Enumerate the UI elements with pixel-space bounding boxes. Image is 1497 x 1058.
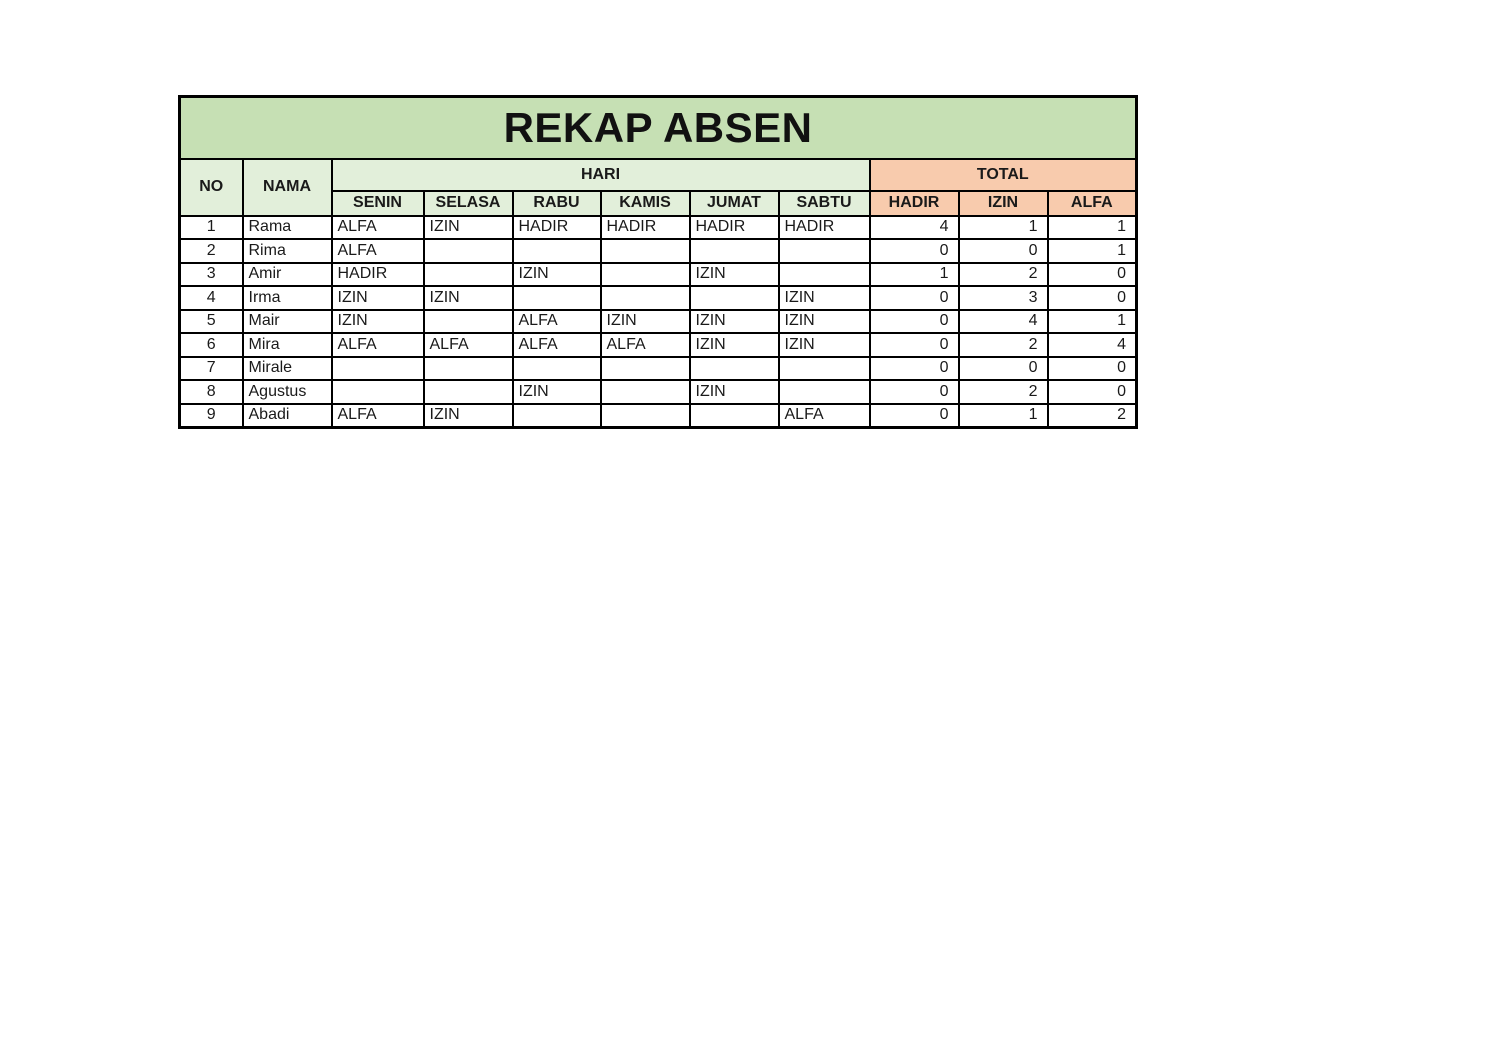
row-number-cell: 7: [180, 357, 243, 381]
total-count-cell: 2: [959, 263, 1048, 287]
total-count-cell: 0: [1048, 380, 1137, 404]
total-count-cell: 1: [870, 263, 959, 287]
day-status-cell: ALFA: [513, 333, 601, 357]
name-cell: Mair: [243, 310, 332, 334]
table-body: [180, 216, 1137, 428]
row-number-cell: 6: [180, 333, 243, 357]
day-status-cell: ALFA: [332, 404, 424, 428]
day-status-cell: [424, 263, 513, 287]
col-header-selasa: SELASA: [424, 191, 513, 216]
total-count-cell: 2: [1048, 404, 1137, 428]
table-row: [180, 216, 1137, 240]
day-status-cell: ALFA: [601, 333, 690, 357]
name-cell: Mirale: [243, 357, 332, 381]
day-status-cell: [513, 239, 601, 263]
name-cell: Rima: [243, 239, 332, 263]
name-cell: Mira: [243, 333, 332, 357]
name-cell: Abadi: [243, 404, 332, 428]
day-status-cell: IZIN: [332, 286, 424, 310]
day-status-cell: [424, 239, 513, 263]
day-status-cell: HADIR: [690, 216, 779, 240]
page-title: REKAP ABSEN: [180, 97, 1137, 159]
col-header-nama: NAMA: [243, 159, 332, 216]
row-number-cell: 2: [180, 239, 243, 263]
table-row: [180, 357, 1137, 381]
day-status-cell: [601, 380, 690, 404]
row-number-cell: 4: [180, 286, 243, 310]
col-header-alfa: ALFA: [1048, 191, 1137, 216]
row-number-cell: 3: [180, 263, 243, 287]
total-count-cell: 0: [959, 239, 1048, 263]
day-status-cell: IZIN: [779, 333, 870, 357]
table-row: [180, 239, 1137, 263]
day-status-cell: IZIN: [424, 216, 513, 240]
day-status-cell: IZIN: [690, 380, 779, 404]
row-number-cell: 1: [180, 216, 243, 240]
row-number-cell: 8: [180, 380, 243, 404]
name-cell: Irma: [243, 286, 332, 310]
day-status-cell: IZIN: [690, 310, 779, 334]
day-status-cell: [601, 263, 690, 287]
day-status-cell: IZIN: [332, 310, 424, 334]
total-count-cell: 0: [870, 310, 959, 334]
day-status-cell: HADIR: [779, 216, 870, 240]
col-header-kamis: KAMIS: [601, 191, 690, 216]
day-status-cell: ALFA: [779, 404, 870, 428]
total-count-cell: 0: [1048, 263, 1137, 287]
total-count-cell: 0: [959, 357, 1048, 381]
day-status-cell: [601, 357, 690, 381]
col-header-jumat: JUMAT: [690, 191, 779, 216]
total-count-cell: 4: [870, 216, 959, 240]
day-status-cell: [332, 380, 424, 404]
col-header-rabu: RABU: [513, 191, 601, 216]
total-count-cell: 0: [870, 404, 959, 428]
total-count-cell: 0: [870, 286, 959, 310]
total-count-cell: 1: [1048, 310, 1137, 334]
day-status-cell: IZIN: [779, 310, 870, 334]
day-status-cell: [779, 263, 870, 287]
name-cell: Amir: [243, 263, 332, 287]
table-row: [180, 333, 1137, 357]
day-status-cell: IZIN: [513, 380, 601, 404]
header-group-row: [180, 159, 1137, 191]
total-count-cell: 0: [870, 380, 959, 404]
day-status-cell: [513, 404, 601, 428]
day-status-cell: IZIN: [779, 286, 870, 310]
day-status-cell: [424, 357, 513, 381]
day-status-cell: [424, 380, 513, 404]
day-status-cell: IZIN: [513, 263, 601, 287]
row-number-cell: 9: [180, 404, 243, 428]
attendance-sheet: [178, 95, 1138, 429]
table-row: [180, 380, 1137, 404]
day-status-cell: HADIR: [332, 263, 424, 287]
title-row: [180, 97, 1137, 159]
day-status-cell: ALFA: [513, 310, 601, 334]
col-header-no: NO: [180, 159, 243, 216]
day-status-cell: IZIN: [601, 310, 690, 334]
col-header-senin: SENIN: [332, 191, 424, 216]
table-row: [180, 263, 1137, 287]
name-cell: Agustus: [243, 380, 332, 404]
table-row: [180, 286, 1137, 310]
total-count-cell: 2: [959, 380, 1048, 404]
day-status-cell: ALFA: [424, 333, 513, 357]
total-count-cell: 0: [870, 333, 959, 357]
total-count-cell: 2: [959, 333, 1048, 357]
day-status-cell: ALFA: [332, 333, 424, 357]
day-status-cell: [690, 239, 779, 263]
day-status-cell: IZIN: [690, 263, 779, 287]
day-status-cell: [601, 286, 690, 310]
total-count-cell: 1: [959, 216, 1048, 240]
total-count-cell: 1: [1048, 239, 1137, 263]
day-status-cell: [690, 357, 779, 381]
total-count-cell: 1: [1048, 216, 1137, 240]
total-count-cell: 0: [870, 357, 959, 381]
day-status-cell: IZIN: [690, 333, 779, 357]
table-row: [180, 310, 1137, 334]
rekap-absen-table: [178, 95, 1138, 429]
day-status-cell: [690, 286, 779, 310]
row-number-cell: 5: [180, 310, 243, 334]
day-status-cell: [601, 404, 690, 428]
day-status-cell: HADIR: [513, 216, 601, 240]
table-row: [180, 404, 1137, 428]
col-group-hari: HARI: [332, 159, 870, 191]
total-count-cell: 4: [959, 310, 1048, 334]
day-status-cell: [513, 286, 601, 310]
total-count-cell: 0: [1048, 357, 1137, 381]
day-status-cell: IZIN: [424, 286, 513, 310]
day-status-cell: [779, 380, 870, 404]
total-count-cell: 0: [870, 239, 959, 263]
day-status-cell: IZIN: [424, 404, 513, 428]
day-status-cell: [424, 310, 513, 334]
day-status-cell: [690, 404, 779, 428]
day-status-cell: [513, 357, 601, 381]
col-group-total: TOTAL: [870, 159, 1137, 191]
day-status-cell: [779, 239, 870, 263]
total-count-cell: 3: [959, 286, 1048, 310]
day-status-cell: [779, 357, 870, 381]
day-status-cell: [601, 239, 690, 263]
day-status-cell: HADIR: [601, 216, 690, 240]
day-status-cell: [332, 357, 424, 381]
day-status-cell: ALFA: [332, 239, 424, 263]
day-status-cell: ALFA: [332, 216, 424, 240]
total-count-cell: 1: [959, 404, 1048, 428]
total-count-cell: 0: [1048, 286, 1137, 310]
total-count-cell: 4: [1048, 333, 1137, 357]
col-header-izin: IZIN: [959, 191, 1048, 216]
col-header-sabtu: SABTU: [779, 191, 870, 216]
col-header-hadir: HADIR: [870, 191, 959, 216]
name-cell: Rama: [243, 216, 332, 240]
